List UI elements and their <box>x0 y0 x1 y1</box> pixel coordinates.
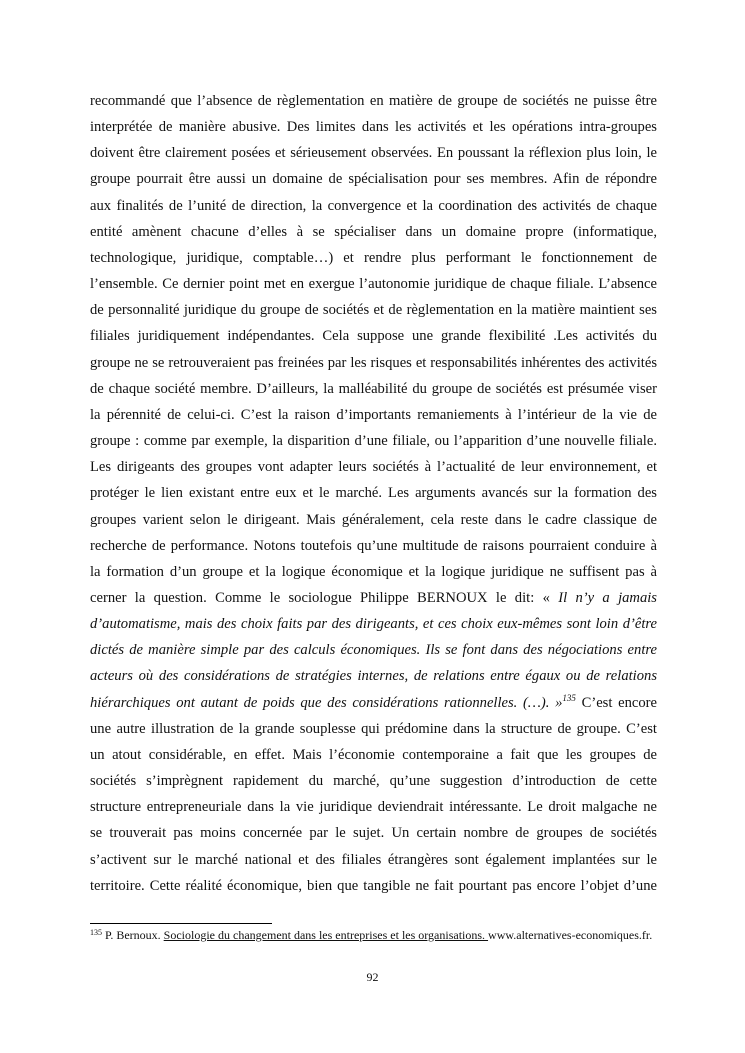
text-segment: groupe pourrait être aussi un domaine de spécialisation pour ses membres. Afin de répondre <box>90 171 657 188</box>
text-line <box>90 114 657 140</box>
text-segment: protéger le lien existant entre eux et le marché. Les arguments avancés sur la formation des <box>90 485 657 502</box>
text-segment: sociétés s’imprègnent rapidement du marché, qu’une suggestion d’introduction de cette <box>90 773 657 790</box>
text-segment: interprétée de manière abusive. Des limites dans les activités et les opérations intra-groupes <box>90 119 657 136</box>
text-segment: recherche de performance. Notons toutefois qu’une multitude de raisons pourraient conduire à <box>90 537 657 554</box>
text-segment: de chaque société membre. D’ailleurs, la malléabilité du groupe de sociétés est présumée viser <box>90 380 657 397</box>
text-line <box>90 611 657 637</box>
quote-text: Il n’y a jamais <box>558 589 657 606</box>
text-segment: technologique, juridique, comptable…) et rendre plus performant le fonctionnement de <box>90 249 657 266</box>
text-line <box>90 323 657 349</box>
text-line <box>90 376 657 402</box>
text-line <box>90 166 657 192</box>
footnote-author: P. Bernoux. <box>102 928 164 942</box>
text-line <box>90 585 657 611</box>
text-line <box>90 794 657 820</box>
text-segment: filiales juridiquement indépendantes. Cela suppose une grande flexibilité .Les activités du <box>90 328 657 345</box>
text-segment: l’ensemble. Ce dernier point met en exergue l’autonomie juridique de chaque filiale. L’absence <box>90 276 657 293</box>
quote-text: acteurs où des considérations de stratégies internes, de relations entre égaux ou de relations <box>90 668 657 685</box>
text-line <box>90 428 657 454</box>
text-segment: un atout considérable, en effet. Mais l’économie contemporaine a fait que les groupes de <box>90 746 657 763</box>
footnote-source: www.alternatives-economiques.fr. <box>488 928 653 942</box>
footnote-title: Sociologie du changement dans les entreprises et les organisations. <box>163 928 489 942</box>
text-segment: la formation d’un groupe et la logique économique et la logique juridique ne suffisent pas à <box>90 563 657 580</box>
text-line <box>90 88 657 114</box>
text-segment: doivent être clairement posées et sérieusement observées. En poussant la réflexion plus loin, le <box>90 145 657 162</box>
text-segment: de personnalité juridique du groupe de sociétés et de règlementation en la matière maintient ses <box>90 302 657 319</box>
text-line <box>90 271 657 297</box>
footnote-number: 135 <box>90 928 102 937</box>
quote-text: d’automatisme, mais des choix faits par des dirigeants, et ces choix eux-mêmes sont loin d’être <box>90 616 657 633</box>
footnote <box>90 928 657 943</box>
text-line <box>90 742 657 768</box>
footnote-separator <box>90 923 272 924</box>
body-text <box>90 88 657 899</box>
text-segment: la pérennité de celui-ci. C’est la raison d’importants remaniements à l’intérieur de la vie de <box>90 406 657 423</box>
text-line <box>90 663 657 689</box>
text-line <box>90 193 657 219</box>
text-segment: territoire. Cette réalité économique, bien que tangible ne fait pourtant pas encore l’objet d’une <box>90 877 657 894</box>
text-line <box>90 140 657 166</box>
text-segment: aux finalités de l’unité de direction, la convergence et la coordination des activités de chaque <box>90 197 657 214</box>
text-segment: C’est encore <box>575 694 657 711</box>
text-line <box>90 533 657 559</box>
text-line <box>90 480 657 506</box>
text-line <box>90 716 657 742</box>
text-line <box>90 245 657 271</box>
text-line <box>90 768 657 794</box>
text-segment: recommandé que l’absence de règlementation en matière de groupe de sociétés ne puisse être <box>90 93 657 109</box>
text-line <box>90 820 657 846</box>
quote-text: dictés de manière simple par des calculs économiques. Ils se font dans des négociations entre <box>90 642 657 659</box>
text-line <box>90 297 657 323</box>
text-segment: Les dirigeants des groupes vont adapter leurs sociétés à l’actualité de leur environnement, et <box>90 459 657 476</box>
text-line <box>90 219 657 245</box>
text-segment: s’activent sur le marché national et des filiales étrangères sont également implantées sur le <box>90 851 657 868</box>
quote-text: hiérarchiques ont autant de poids que des considérations rationnelles. (…). » <box>90 694 563 711</box>
text-line <box>90 873 657 899</box>
text-line <box>90 559 657 585</box>
text-line <box>90 454 657 480</box>
text-line <box>90 402 657 428</box>
text-line <box>90 690 657 716</box>
text-segment: une autre illustration de la grande souplesse qui prédomine dans la structure de groupe. C’est <box>90 720 657 737</box>
text-line <box>90 637 657 663</box>
text-segment: cerner la question. Comme le sociologue Philippe BERNOUX le dit: « <box>90 589 559 606</box>
text-segment: groupe : comme par exemple, la disparition d’une filiale, ou l’apparition d’une nouvelle filiale. <box>90 433 657 450</box>
page-number: 92 <box>366 970 379 984</box>
text-line <box>90 350 657 376</box>
text-line <box>90 507 657 533</box>
text-segment: groupes varient selon le dirigeant. Mais généralement, cela reste dans le cadre classique de <box>90 511 657 528</box>
text-segment: groupe ne se retrouveraient pas freinées par les risques et responsabilités inhérentes des activités <box>90 354 657 371</box>
text-segment: entité amènent chacune d’elles à se spécialiser dans un domaine propre (informatique, <box>90 223 657 240</box>
text-segment: se trouverait pas moins concernée par le sujet. Un certain nombre de groupes de sociétés <box>90 825 657 842</box>
text-line <box>90 847 657 873</box>
text-segment: structure entrepreneuriale dans la vie juridique deviendrait intéressante. Le droit malgache ne <box>90 799 657 816</box>
footnote-reference: 135 <box>562 692 576 703</box>
